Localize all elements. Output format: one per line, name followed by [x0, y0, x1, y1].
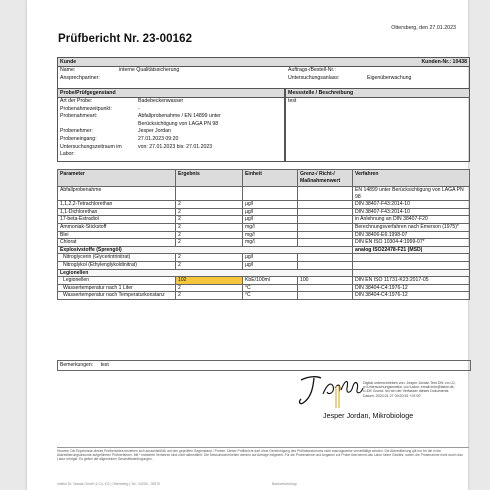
- cell-unit: KbE/100ml: [243, 277, 298, 285]
- cell-result: 2: [176, 254, 243, 262]
- cell-parameter: Nitroglycerin (Glycerintrinitrat): [58, 254, 176, 262]
- report-date: Ottersberg, den 27.01.2023: [391, 25, 456, 31]
- table-row: [58, 239, 470, 247]
- cell-limit: [298, 292, 353, 300]
- location-header: [286, 89, 469, 98]
- cell-parameter: Chlorat: [58, 239, 176, 247]
- table-row: [58, 208, 470, 216]
- cell-method: DIN 38406-E6:1998-07: [353, 231, 470, 239]
- cell-unit: µg/l: [243, 201, 298, 209]
- cell-unit: °C: [243, 292, 298, 300]
- cell-parameter: 1,1-Dichlorethan: [58, 208, 176, 216]
- cell-result: 2: [176, 292, 243, 300]
- customer-number: Kunden-Nr.: 10438: [421, 59, 467, 65]
- legal-footnote: Hinweis: Die Ergebnisse dieses Prüfberichtes beziehen sich ausschließlich auf den geprüften Gegenstand / Proben. Dieser Prüfbericht darf ohne Genehmigung des Prüflaboratoriums nicht auszugsweise vervielfältigt werden. Die Akkreditierung gilt nur für die in der Akkreditierungsurkunde aufgeführten Prüfverfahren. Mit * markierte Verfahren sind nicht akkreditiert. Die Messunsicherheiten werden auf Anfrage mitgeteilt. Für die Probenahme und Angaben zur Probe übernimmt das Labor keine Gewähr, sofern die Probenahme nicht durch das Labor erfolgte. Es gelten die allgemeinen Geschäftsbedingungen.: [57, 449, 463, 462]
- cell-parameter: Nitroglykol (Ethylenglykoldinitrat): [58, 261, 176, 269]
- cell-limit: [298, 223, 353, 231]
- cell-unit: mg/l: [243, 223, 298, 231]
- section-method: [353, 269, 470, 277]
- table-header-row: [58, 170, 470, 187]
- sample-row-value: von: 27.01.2023 bis: 27.01.2023: [138, 143, 213, 150]
- handwritten-signature: [295, 372, 365, 408]
- cell-result: 2: [176, 216, 243, 224]
- cell-unit: µg/l: [243, 261, 298, 269]
- cell-parameter: Wassertemperatur nach 1 Liter: [58, 284, 176, 292]
- cell-method: DIN EN ISO 11731-K23:2017-05: [353, 277, 470, 285]
- table-row: [58, 187, 470, 201]
- digital-signature-note: Digital unterschrieben von: Jesper Jordan Test DN: cn=JJ, o=Untersuchungsinstitut, ou=Labor, email=info@labor.de, c=DE Grund: Ich bin der Verfasser dieses Dokuments Datum: 2023.01.27 09:20:51 +01'00': [363, 381, 456, 398]
- report-title: Prüfbericht Nr. 23-00162: [58, 33, 193, 45]
- table-body: [58, 187, 470, 300]
- customer-box: [57, 57, 470, 89]
- sample-row-label: Probenahmeart:: [60, 113, 98, 120]
- sample-row-label: Art der Probe:: [60, 98, 93, 104]
- cell-method: Berechnungsverfahren nach Emerson (1975)*: [353, 223, 470, 231]
- sample-row-label: Probenahmezeitpunkt:: [60, 105, 112, 112]
- footer-divider: [57, 447, 469, 448]
- table-row: [58, 231, 470, 239]
- sample-row-label: Probenehmer:: [60, 128, 93, 135]
- cell-method: DIN 38407-F43:2014-10: [353, 201, 470, 209]
- cell-result: 2: [176, 261, 243, 269]
- table-section-row: [58, 269, 470, 277]
- table-section-row: [58, 246, 470, 254]
- cell-method: EN 14899 unter Berücksichtigung von LAGA PN 98: [353, 187, 470, 201]
- table-row: [58, 216, 470, 224]
- cell-method: [353, 254, 470, 262]
- table-row: [58, 201, 470, 209]
- cell-method: [353, 261, 470, 269]
- col-header-result: Ergebnis: [176, 170, 243, 187]
- sample-row-value: 27.01.2023 09:20: [138, 135, 179, 142]
- results-table: [57, 169, 470, 300]
- cell-result: 2: [176, 208, 243, 216]
- sample-row-value: Jesper Jordan: [138, 128, 171, 135]
- cell-method: DIN 38404-C4:1976-12: [353, 292, 470, 300]
- cell-limit: [298, 261, 353, 269]
- reason-value: Eigenüberwachung: [367, 74, 412, 81]
- cell-limit: 100: [298, 277, 353, 285]
- cell-result: 102: [176, 277, 243, 285]
- section-label: Legionellen: [58, 269, 353, 277]
- sample-row-value: Badebeckenwasser: [138, 98, 184, 104]
- section-method: analog ISO22478-F21 (MSD): [353, 246, 470, 254]
- cell-parameter: Legionellen: [58, 277, 176, 285]
- cell-limit: [298, 187, 353, 201]
- cell-parameter: Blei: [58, 231, 176, 239]
- report-page: [27, 0, 468, 490]
- cell-limit: [298, 239, 353, 247]
- customer-section-label: Kunde: [60, 59, 77, 65]
- cell-unit: µg/l: [243, 254, 298, 262]
- cell-unit: mg/l: [243, 231, 298, 239]
- cell-parameter: Abfallprobenahme: [58, 187, 176, 201]
- table-row: [58, 261, 470, 269]
- signer-name: Jesper Jordan, Mikrobiologe: [323, 411, 414, 420]
- cell-result: 2: [176, 239, 243, 247]
- cell-result: 2: [176, 284, 243, 292]
- location-section-label: Messstelle / Beschreibung: [288, 90, 354, 96]
- cell-method: DIN 38404-C4:1976-12: [353, 284, 470, 292]
- cell-method: DIN EN ISO 10304-4:1999-07*: [353, 239, 470, 247]
- name-label: Name:: [60, 67, 76, 73]
- sample-row-label: Untersuchungszeitraum im: [60, 143, 122, 150]
- footer-company: Institut Dr. Nowak GmbH & Co. KG | Ottersberg | Tel.: 04205 - 39570: [57, 482, 161, 486]
- cell-parameter: 17-beta-Estradiol: [58, 216, 176, 224]
- remarks-label: Bemerkungen:: [60, 362, 94, 368]
- cell-unit: mg/l: [243, 239, 298, 247]
- contact-label: Ansprechpartner:: [60, 74, 100, 81]
- sample-row-label: Labor:: [60, 151, 75, 158]
- col-header-method: Verfahren: [353, 170, 470, 187]
- footer-bank: Bankverbindung: [272, 482, 297, 486]
- name-value: interne Qualitätssicherung: [119, 67, 180, 73]
- reason-label: Untersuchungsanlass:: [288, 74, 340, 81]
- order-label: Auftrags-/Bestell-Nr.:: [288, 67, 336, 73]
- col-header-unit: Einheit: [243, 170, 298, 187]
- cell-method: DIN 38407-F43:2014-10: [353, 208, 470, 216]
- sample-header: [58, 89, 284, 98]
- sample-row-value: -: [138, 105, 140, 112]
- table-row: [58, 254, 470, 262]
- cell-parameter: Ammoniak-Stickstoff: [58, 223, 176, 231]
- cell-limit: [298, 231, 353, 239]
- col-header-limit: Grenz-/ Richt-/ Maßnahmenwert: [298, 170, 353, 187]
- cell-result: 2: [176, 201, 243, 209]
- sample-row-label: Probeneingang:: [60, 135, 97, 142]
- section-label: Explosivstoffe (Sprengöl): [58, 246, 353, 254]
- remarks-row: [57, 360, 471, 371]
- cell-limit: [298, 208, 353, 216]
- cell-limit: [298, 284, 353, 292]
- remarks-value: test: [100, 362, 109, 368]
- sample-section-label: Probe/Prüfgegenstand: [60, 90, 116, 96]
- col-header-parameter: Parameter: [58, 170, 176, 187]
- cell-result: 2: [176, 223, 243, 231]
- cell-unit: °C: [243, 284, 298, 292]
- location-box: [285, 88, 470, 162]
- cell-limit: [298, 201, 353, 209]
- sample-row-value: Abfallprobenahme / EN 14899 unter: [138, 113, 221, 120]
- cell-result: [176, 187, 243, 201]
- cell-unit: µg/l: [243, 208, 298, 216]
- sample-row-value: Berücksichtigung von LAGA PN 98: [138, 120, 219, 127]
- cell-limit: [298, 216, 353, 224]
- cell-result: 2: [176, 231, 243, 239]
- customer-header: [58, 58, 469, 67]
- location-value: test: [288, 98, 297, 104]
- table-row: [58, 284, 470, 292]
- cell-method: in Anlehnung an DIN 38407-F20: [353, 216, 470, 224]
- cell-unit: µg/l: [243, 216, 298, 224]
- cell-parameter: 1,1,2,2-Tetrachlorethan: [58, 201, 176, 209]
- table-row: [58, 292, 470, 300]
- table-row: [58, 277, 470, 285]
- table-row: [58, 223, 470, 231]
- cell-limit: [298, 254, 353, 262]
- cell-parameter: Wassertemperatur nach Temperaturkonstanz: [58, 292, 176, 300]
- cell-unit: [243, 187, 298, 201]
- sample-box: [57, 88, 285, 162]
